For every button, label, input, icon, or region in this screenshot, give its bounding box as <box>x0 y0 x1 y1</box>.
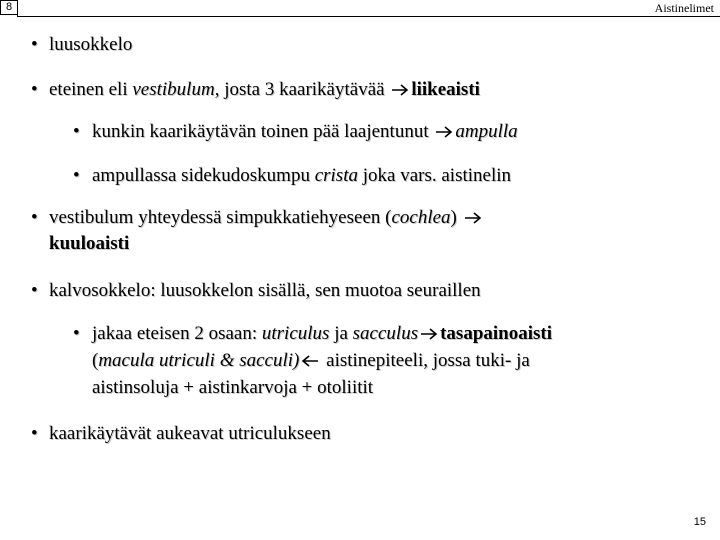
bullet-luusokkelo: luusokkelo <box>49 34 133 55</box>
arrow-right-icon <box>391 84 409 96</box>
arrow-right-icon <box>420 328 438 340</box>
bullet-kalvosokkelo: kalvosokkelo: luusokkelon sisällä, sen muotoa seuraillen <box>49 280 481 301</box>
sub-bullet-utriculus: jakaa eteisen 2 osaan: utriculus ja sacculus tasapainoaisti <box>92 323 553 344</box>
bullet-marker: • <box>31 79 38 100</box>
bullet-eteinen: eteinen eli vestibulum, josta 3 kaarikäytävää liikeaisti <box>49 79 480 100</box>
bullet-vestibulum: vestibulum yhteydessä simpukkatiehyeseen (cochlea) <box>49 206 484 230</box>
sub-bullet-crista: ampullassa sidekudoskumpu crista joka vars. aistinelin <box>92 165 512 186</box>
sub-bullet-marker: • <box>73 323 80 344</box>
header-title: Aistinelimet <box>654 1 714 15</box>
bullet-vestibulum-cont: kuuloaisti <box>49 233 130 254</box>
bullet-marker: • <box>31 280 38 301</box>
sub-bullet-marker: • <box>73 165 80 186</box>
page-label: 8 <box>0 0 18 15</box>
sub-bullet-utriculus-line2: (macula utriculi & sacculi) aistinepiteeli, jossa tuki- ja <box>92 350 530 371</box>
sub-bullet-utriculus-line3: aistinsoluja + aistinkarvoja + otoliitit <box>92 377 374 398</box>
arrow-left-icon <box>301 355 319 367</box>
bullet-kaarikaytavat: kaarikäytävät aukeavat utriculukseen <box>49 423 331 444</box>
sub-bullet-ampulla: kunkin kaarikäytävän toinen pää laajentunut ampulla <box>92 121 518 142</box>
arrow-right-icon <box>435 126 453 138</box>
bullet-marker: • <box>31 423 38 444</box>
arrow-right-icon <box>464 212 482 224</box>
bullet-marker: • <box>31 207 38 228</box>
sub-bullet-marker: • <box>73 121 80 142</box>
slide-number: 15 <box>693 516 706 528</box>
bullet-marker: • <box>31 34 38 55</box>
